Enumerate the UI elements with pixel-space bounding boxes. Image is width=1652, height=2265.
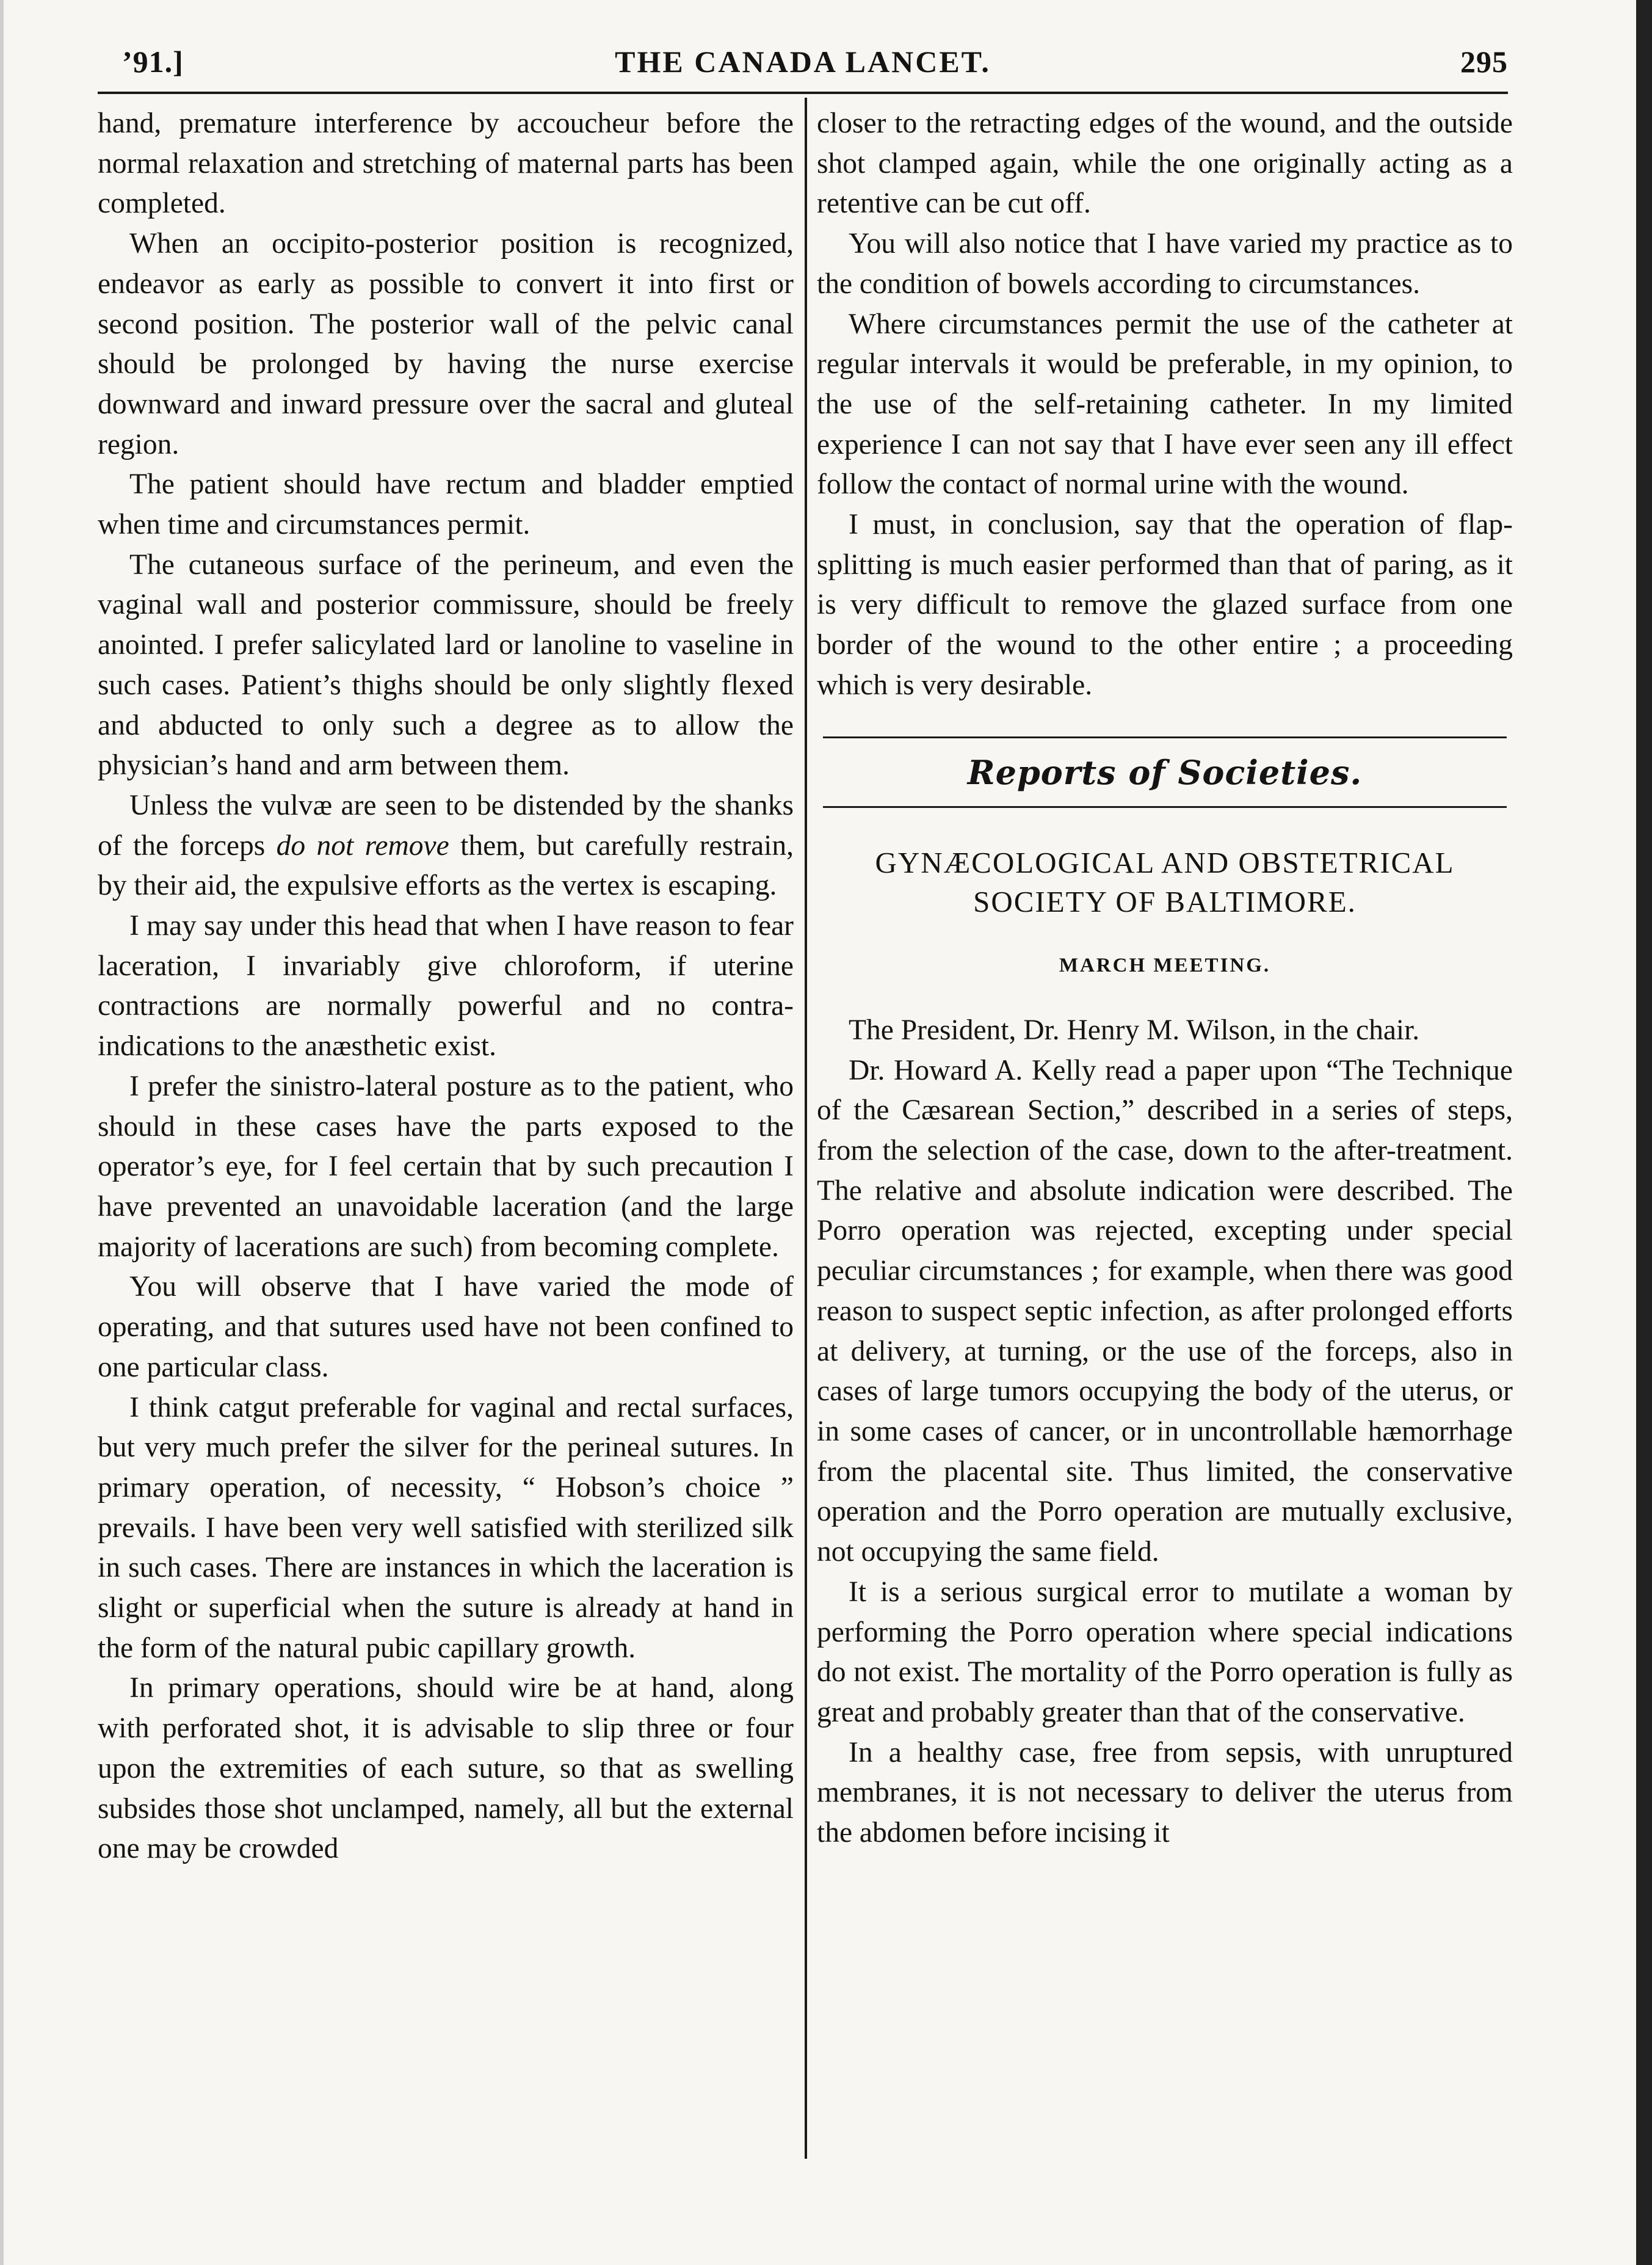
society-title-line: SOCIETY OF BALTIMORE. [973, 885, 1357, 919]
page-number: 295 [1460, 45, 1508, 79]
scan-edge-left [0, 0, 4, 2265]
society-title-line: GYNÆCOLOGICAL AND OBSTETRICAL [875, 846, 1455, 880]
section-title: Reports of Societies. [967, 752, 1363, 792]
journal-title: THE CANADA LANCET. [615, 45, 991, 79]
paragraph: hand, premature interference by accoucheur before the normal relaxation and stretching of maternal parts has been completed. [98, 107, 794, 220]
column-divider [805, 98, 807, 2159]
paragraph: The cutaneous surface of the perineum, and even the vaginal wall and posterior commissure, should be freely anointed. I prefer salicylated lard or lanoline to vaseline in such cases. Patient’s thighs should be only slightly flexed and abducted to only such a degree as to allow the physician’s hand and arm between them. [98, 548, 794, 782]
paragraph: I must, in conclusion, say that the operation of flap-splitting is much easier performed than that of paring, as it is very difficult to remove the glazed surface from one border of the wound to the other entire ; a proceeding which is very desirable. [817, 509, 1513, 701]
society-title [817, 843, 1513, 922]
paragraph: The patient should have rectum and bladder emptied when time and circumstances permit. [98, 468, 794, 541]
scan-edge-right [1636, 0, 1652, 2265]
header-rule [98, 92, 1508, 94]
header-year: ’91.] [122, 45, 184, 79]
paragraph: I prefer the sinistro-lateral posture as to the patient, who should in these cases have the parts exposed to the operator’s eye, for I feel certain that by such precaution I have prevented an unavoidable laceration (and the large majority of lacerations are such) from becoming complete. [98, 1070, 794, 1263]
paragraph: When an occipito-posterior position is recognized, endeavor as early as possible to convert it into first or second position. The posterior wall of the pelvic canal should be prolonged by having the nurse exercise downward and inward pressure over the sacral and gluteal region. [98, 228, 794, 460]
section-rule-bottom [823, 806, 1507, 808]
section-rule-top [823, 736, 1507, 738]
right-column [817, 104, 1513, 1853]
paragraph: Dr. Howard A. Kelly read a paper upon “The Technique of the Cæsarean Section,” described in a series of steps, from the selection of the case, down to the after-treatment. The relative and absolute indication were described. The Porro operation was rejected, excepting under special peculiar circumstances ; for example, when there was good reason to suspect septic infection, as after prolonged efforts at delivery, at turning, or the use of the forceps, also in cases of large tumors occupying the body of the uterus, or in some cases of cancer, or in uncontrollable hæmorrhage from the placental site. Thus limited, the conservative operation and the Porro operation are mutually exclusive, not occupying the same field. [817, 1054, 1513, 1568]
paragraph-forceps [98, 786, 794, 906]
paragraph: Where circumstances permit the use of the catheter at regular intervals it would be preferable, in my opinion, to the use of the self-retaining catheter. In my limited experience I can not say that I have ever seen any ill effect follow the contact of normal urine with the wound. [817, 308, 1513, 501]
emphasis-text: do not remove [276, 829, 449, 862]
paragraph: You will observe that I have varied the mode of operating, and that sutures used have not been confined to one particular class. [98, 1271, 794, 1383]
paragraph: In primary operations, should wire be at hand, along with perforated shot, it is advisable to slip three or four upon the extremities of each suture, so that as swelling subsides those shot unclamped, namely, all but the external one may be crowded [98, 1672, 794, 1865]
meeting-title: MARCH MEETING. [1059, 954, 1271, 977]
paragraph: In a healthy case, free from sepsis, with unruptured membranes, it is not necessary to deliver the uterus from the abdomen before incising it [817, 1736, 1513, 1849]
running-header [98, 44, 1508, 87]
paragraph: The President, Dr. Henry M. Wilson, in the chair. [849, 1014, 1420, 1046]
text-run: Unless the vulvæ are seen to be distended by the shanks of the forceps [98, 789, 794, 862]
paragraph: I think catgut preferable for vaginal and rectal surfaces, but very much prefer the silver for the perineal sutures. In primary operation, of necessity, “ Hobson’s choice ” prevails. I have been very well satisfied with sterilized silk in such cases. There are instances in which the laceration is slight or superficial when the suture is already at hand in the form of the natural pubic capillary growth. [98, 1391, 794, 1664]
text-run: them, but carefully restrain, by their aid, the expulsive efforts as the vertex is escaping. [98, 829, 794, 902]
paragraph: closer to the retracting edges of the wound, and the outside shot clamped again, while the one originally acting as a retentive can be cut off. [817, 107, 1513, 220]
paragraph: I may say under this head that when I have reason to fear laceration, I invariably give chloroform, if uterine contractions are normally powerful and no contra-indications to the anæsthetic exist. [98, 910, 794, 1063]
paragraph: You will also notice that I have varied my practice as to the condition of bowels according to circumstances. [817, 228, 1513, 300]
left-column [98, 104, 794, 1869]
paragraph: It is a serious surgical error to mutilate a woman by performing the Porro operation where special indications do not exist. The mortality of the Porro operation is fully as great and probably greater than that of the conservative. [817, 1576, 1513, 1728]
